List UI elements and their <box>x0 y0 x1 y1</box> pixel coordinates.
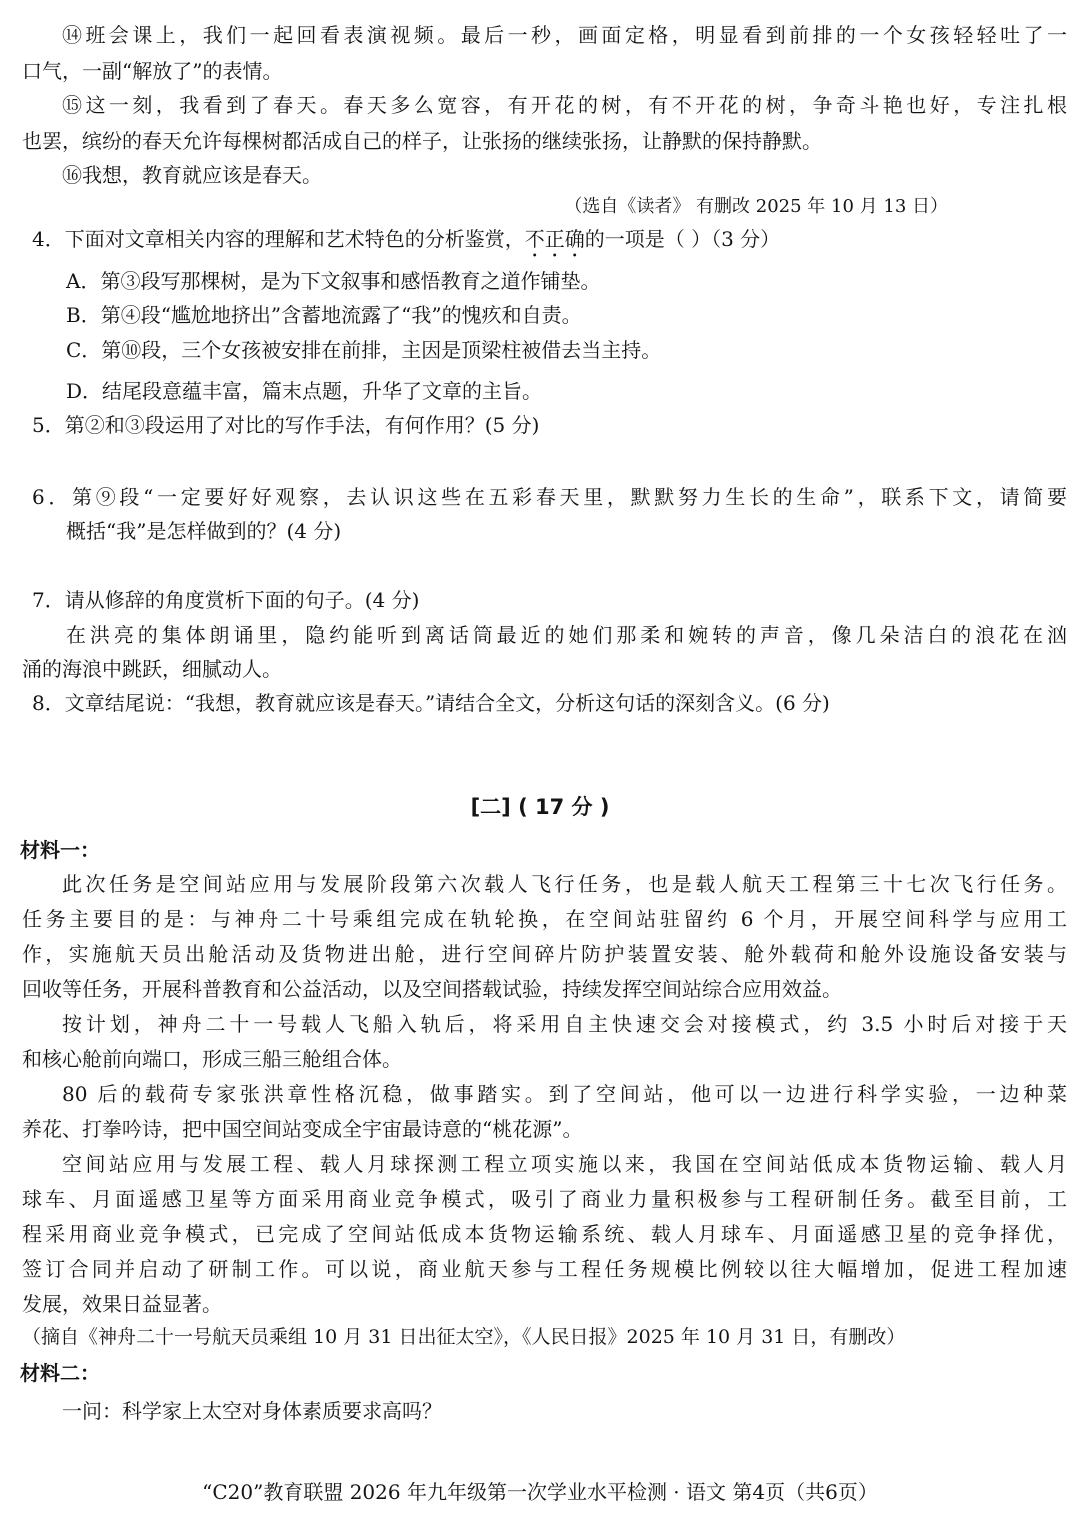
material-1-line: 发展，效果日益显著。 <box>22 1292 222 1316</box>
paragraph-14-line-2: 口气，一副“解放了”的表情。 <box>22 59 283 83</box>
material-1-line: 此次任务是空间站应用与发展阶段第六次载人飞行任务，也是载人航天工程第三十七次飞行任务。 <box>62 872 1067 896</box>
material-1-line: 任务主要目的是：与神舟二十号乘组完成在轨轮换，在空间站驻留约 6 个月，开展空间科学与应用工 <box>22 907 1067 931</box>
material-1-line: 回收等任务，开展科普教育和公益活动，以及空间搭载试验，持续发挥空间站综合应用效益。 <box>22 977 842 1001</box>
question-6-line-2: 概括“我”是怎样做到的？(4 分) <box>66 519 342 543</box>
page-footer: “C20”教育联盟 2026 年九年级第一次学业水平检测 · 语文 第4页（共6页） <box>202 1480 878 1504</box>
section-2-heading: [二] ( 17 分 ) <box>470 795 610 819</box>
question-4-option-b: B．第④段“尴尬地挤出”含蓄地流露了“我”的愧疚和自责。 <box>66 303 582 327</box>
question-7-quote-line-1: 在洪亮的集体朗诵里，隐约能听到离话筒最近的她们那柔和婉转的声音，像几朵洁白的浪花在汹 <box>66 623 1067 647</box>
question-4 <box>32 222 780 262</box>
passage-source: （选自《读者》 有删改 2025 年 10 月 13 日） <box>564 196 948 217</box>
material-1-line: 养花、打拳吟诗，把中国空间站变成全宇宙最诗意的“桃花源”。 <box>22 1117 583 1141</box>
material-1-line: 签订合同并启动了研制工作。可以说，商业航天参与工程任务规模比例较以往大幅增加，促进工程加速 <box>22 1257 1067 1281</box>
question-5: 5．第②和③段运用了对比的写作手法，有何作用？(5 分) <box>32 413 540 437</box>
question-4-option-a: A．第③段写那棵树，是为下文叙事和感悟教育之道作铺垫。 <box>66 269 601 293</box>
material-1-label: 材料一： <box>20 838 100 862</box>
question-4-emphasis: 不正确 <box>524 227 585 251</box>
material-1-line: 80 后的载荷专家张洪章性格沉稳，做事踏实。到了空间站，他可以一边进行科学实验，一边种菜 <box>62 1082 1067 1106</box>
material-1-line: 和核心舱前向端口，形成三船三舱组合体。 <box>22 1047 402 1071</box>
question-4-option-d: D．结尾段意蕴丰富，篇末点题，升华了文章的主旨。 <box>66 379 543 403</box>
question-6-line-1: 6．第⑨段“一定要好好观察，去认识这些在五彩春天里，默默努力生长的生命”，联系下文，请简要 <box>32 485 1067 509</box>
material-1-line: 球车、月面遥感卫星等方面采用商业竞争模式，吸引了商业力量积极参与工程研制任务。截至目前，工 <box>22 1187 1067 1211</box>
question-8: 8．文章结尾说：“我想，教育就应该是春天。”请结合全文，分析这句话的深刻含义。(6 分) <box>32 691 830 715</box>
material-2-label: 材料二： <box>20 1361 100 1385</box>
paragraph-15-line-2: 也罢，缤纷的春天允许每棵树都活成自己的样子，让张扬的继续张扬，让静默的保持静默。 <box>22 129 822 153</box>
material-2-line-1: 一问：科学家上太空对身体素质要求高吗？ <box>62 1399 442 1423</box>
material-1-line: 程采用商业竞争模式，已完成了空间站低成本货物运输系统、载人月球车、月面遥感卫星的竞争择优， <box>22 1222 1067 1246</box>
paragraph-14-line-1: ⑭班会课上，我们一起回看表演视频。最后一秒，画面定格，明显看到前排的一个女孩轻轻吐了一 <box>62 23 1067 47</box>
paragraph-15-line-1: ⑮这一刻，我看到了春天。春天多么宽容，有开花的树，有不开花的树，争奇斗艳也好，专注扎根 <box>62 93 1067 117</box>
question-4-stem: 4．下面对文章相关内容的理解和艺术特色的分析鉴赏， <box>32 227 525 251</box>
material-1-source: （摘自《神舟二十一号航天员乘组 10 月 31 日出征太空》，《人民日报》2025 年 10 月 31 日，有删改） <box>22 1326 906 1348</box>
material-1-line: 作，实施航天员出舱活动及货物进出舱，进行空间碎片防护装置安装、舱外载荷和舱外设施设备安装与 <box>22 942 1067 966</box>
question-4-option-c: C．第⑩段，三个女孩被安排在前排，主因是顶梁柱被借去当主持。 <box>66 338 662 362</box>
material-1-line: 空间站应用与发展工程、载人月球探测工程立项实施以来，我国在空间站低成本货物运输、载人月 <box>62 1152 1067 1176</box>
paragraph-16: ⑯我想，教育就应该是春天。 <box>62 163 322 187</box>
question-7: 7．请从修辞的角度赏析下面的句子。(4 分) <box>32 588 420 612</box>
material-1-line: 按计划，神舟二十一号载人飞船入轨后，将采用自主快速交会对接模式，约 3.5 小时后对接于天 <box>62 1012 1067 1036</box>
question-7-quote-line-2: 涌的海浪中跳跃，细腻动人。 <box>22 657 282 681</box>
question-4-tail: 的一项是（ ）（3 分） <box>584 227 781 251</box>
